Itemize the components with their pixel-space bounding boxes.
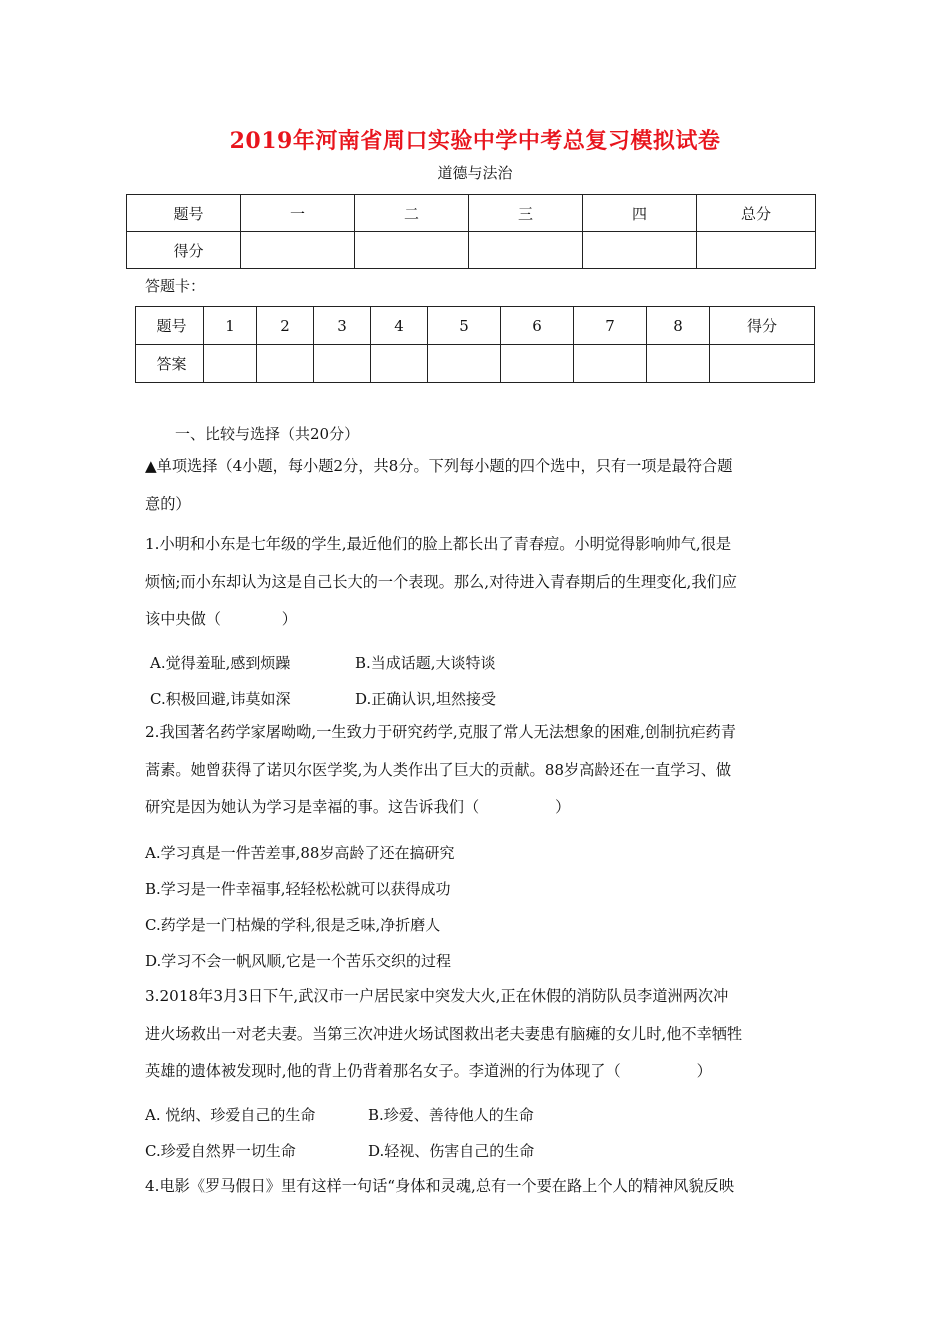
answer-cell[interactable] — [501, 345, 574, 383]
answer-header-cell: 5 — [428, 307, 501, 345]
question-2-stem — [145, 714, 810, 827]
answer-header-cell: 1 — [204, 307, 257, 345]
q2-option-d[interactable]: D.学习不会一帆风顺,它是一个苦乐交织的过程 — [145, 952, 452, 970]
exam-title: 2019年河南省周口实验中学中考总复习模拟试卷 — [229, 128, 721, 154]
question-line: 进火场救出一对老夫妻。当第三次冲进火场试图救出老夫妻患有脑瘫的女儿时,他不幸牺牲 — [145, 1024, 743, 1043]
q1-option-a[interactable]: A.觉得羞耻,感到烦躁 — [150, 654, 291, 672]
score-cell[interactable] — [241, 232, 355, 269]
answer-header-cell: 得分 — [710, 307, 815, 345]
q2-option-a[interactable]: A.学习真是一件苦差事,88岁高龄了还在搞研究 — [145, 844, 455, 862]
score-table-header-row — [127, 195, 816, 232]
score-cell[interactable] — [697, 232, 816, 269]
subject-label: 道德与法治 — [437, 164, 513, 182]
question-line: 研究是因为她认为学习是幸福的事。这告诉我们（ ） — [145, 798, 571, 816]
score-row-label: 得分 — [127, 232, 241, 269]
instruction-line: ▲单项选择（4小题，每小题2分，共8分。下列每小题的四个选中，只有一项是最符合题 — [145, 457, 733, 475]
answer-header-cell: 6 — [501, 307, 574, 345]
answer-card-header-row — [136, 307, 815, 345]
score-table-score-row — [127, 232, 816, 269]
instruction-line: 意的） — [145, 494, 191, 513]
answer-card-table — [135, 306, 815, 383]
score-header-cell: 三 — [469, 195, 583, 232]
answer-cell[interactable] — [428, 345, 501, 383]
answer-cell[interactable] — [710, 345, 815, 383]
score-header-cell: 二 — [355, 195, 469, 232]
score-header-cell: 四 — [583, 195, 697, 232]
section-instruction — [145, 448, 810, 523]
question-line: 英雄的遗体被发现时,他的背上仍背着那名女子。李道洲的行为体现了（ ） — [145, 1062, 712, 1080]
question-1-stem — [145, 526, 810, 639]
score-cell[interactable] — [583, 232, 697, 269]
q2-option-b[interactable]: B.学习是一件幸福事,轻轻松松就可以获得成功 — [145, 880, 451, 898]
score-table — [126, 194, 816, 269]
answer-cell[interactable] — [647, 345, 710, 383]
q3-option-b[interactable]: B.珍爱、善待他人的生命 — [368, 1106, 534, 1124]
answer-cell[interactable] — [574, 345, 647, 383]
score-header-cell: 一 — [241, 195, 355, 232]
score-header-cell: 题号 — [127, 195, 241, 232]
question-line: 3.2018年3月3日下午,武汉市一户居民家中突发大火,正在休假的消防队员李道洲两次冲 — [145, 987, 729, 1005]
answer-card-answer-row — [136, 345, 815, 383]
answer-header-cell: 3 — [314, 307, 371, 345]
question-line: 4.电影《罗马假日》里有这样一句话“身体和灵魂,总有一个要在路上个人的精神风貌反映 — [145, 1177, 735, 1195]
question-line: 2.我国著名药学家屠呦呦,一生致力于研究药学,克服了常人无法想象的困难,创制抗疟药青 — [145, 723, 736, 741]
question-3-stem — [145, 978, 810, 1091]
q2-option-c[interactable]: C.药学是一门枯燥的学科,很是乏味,净折磨人 — [145, 916, 441, 934]
answer-cell[interactable] — [257, 345, 314, 383]
answer-header-cell: 8 — [647, 307, 710, 345]
question-line: 该中央做（ ） — [145, 610, 297, 628]
q3-option-d[interactable]: D.轻视、伤害自己的生命 — [368, 1142, 535, 1160]
answer-cell[interactable] — [204, 345, 257, 383]
score-header-cell: 总分 — [697, 195, 816, 232]
answer-header-cell: 2 — [257, 307, 314, 345]
question-4-stem — [145, 1168, 810, 1206]
q3-option-a[interactable]: A. 悦纳、珍爱自己的生命 — [145, 1106, 316, 1124]
answer-row-label: 答案 — [136, 345, 204, 383]
question-line: 烦恼;而小东却认为这是自己长大的一个表现。那么,对待进入青春期后的生理变化,我们应 — [145, 572, 737, 591]
answer-cell[interactable] — [314, 345, 371, 383]
q3-option-c[interactable]: C.珍爱自然界一切生命 — [145, 1142, 296, 1160]
answer-header-cell: 7 — [574, 307, 647, 345]
q1-option-c[interactable]: C.积极回避,讳莫如深 — [150, 690, 291, 708]
question-line: 蒿素。她曾获得了诺贝尔医学奖,为人类作出了巨大的贡献。88岁高龄还在一直学习、做 — [145, 760, 732, 779]
score-cell[interactable] — [355, 232, 469, 269]
q1-option-b[interactable]: B.当成话题,大谈特谈 — [355, 654, 496, 672]
section-heading: 一、比较与选择（共20分） — [175, 425, 360, 443]
answer-card-label: 答题卡： — [145, 277, 206, 295]
score-cell[interactable] — [469, 232, 583, 269]
q1-option-d[interactable]: D.正确认识,坦然接受 — [355, 690, 497, 708]
question-line: 1.小明和小东是七年级的学生,最近他们的脸上都长出了青春痘。小明觉得影响帅气,很是 — [145, 535, 732, 553]
answer-header-cell: 4 — [371, 307, 428, 345]
answer-header-cell: 题号 — [136, 307, 204, 345]
answer-cell[interactable] — [371, 345, 428, 383]
